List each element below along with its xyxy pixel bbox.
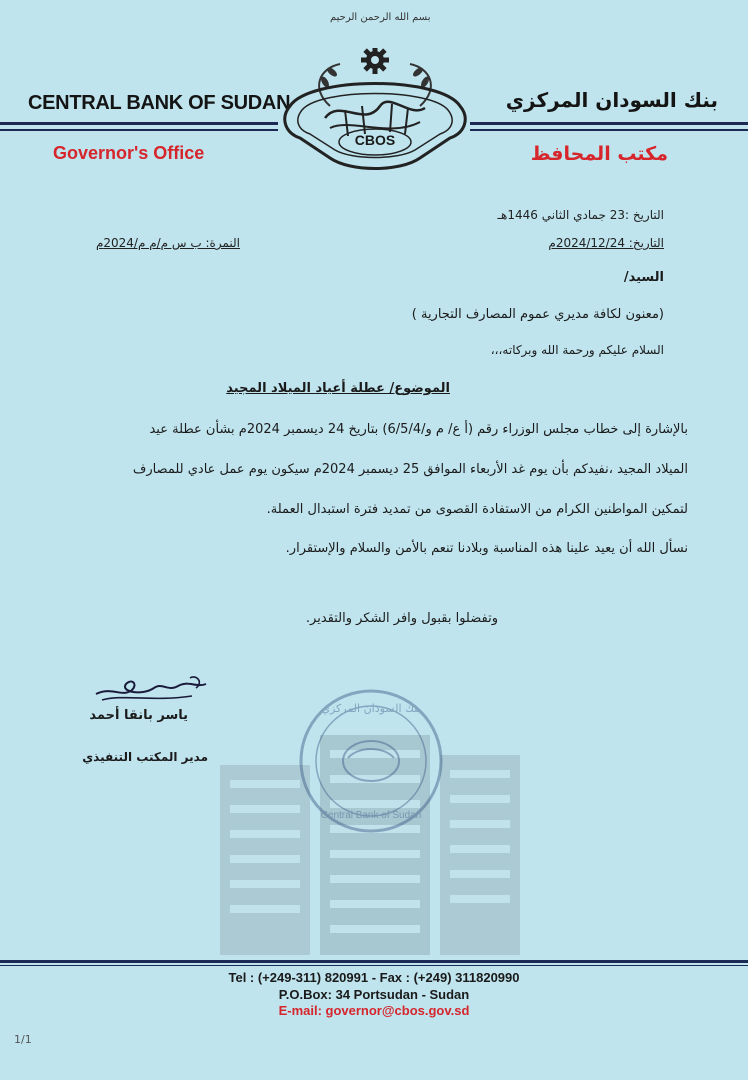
handwritten-signature-icon [92, 672, 212, 712]
bank-name-ar: بنك السودان المركزي [505, 88, 718, 112]
signatory-title: مدير المكتب التنفيذي [82, 750, 208, 764]
page-number: 1/1 [14, 1033, 32, 1046]
signatory-name: ياسر بانقا أحمد [89, 708, 188, 723]
footer-rule-2 [0, 965, 748, 966]
gregorian-date: التاريخ: 2024/12/24م [548, 236, 664, 250]
body-line-3: لتمكين المواطنين الكرام من الاستفادة القصوى من تمديد فترة استبدال العملة. [266, 502, 688, 517]
stamp-text-ar: بنك السودان المركزي [321, 702, 421, 715]
addressee: (معنون لكافة مديري عموم المصارف التجارية ) [411, 307, 664, 322]
closing-line: وتفضلوا بقبول وافر الشكر والتقدير. [305, 611, 498, 626]
prayer-line: نسأل الله أن يعيد علينا هذه المناسبة وبلادنا تنعم بالأمن والسلام والإستقرار. [285, 541, 688, 556]
footer-rule [0, 960, 748, 963]
cbos-logo-label: CBOS [354, 132, 396, 148]
official-stamp [296, 686, 446, 836]
hijri-date: التاريخ :23 جمادي الثاني 1446هـ [497, 208, 664, 222]
footer-email[interactable]: E-mail: governor@cbos.gov.sd [278, 1003, 470, 1018]
greeting: السلام عليكم ورحمة الله وبركاته،،، [490, 343, 664, 357]
basmala: بسم الله الرحمن الرحيم [330, 12, 431, 23]
header-rule-left [0, 122, 278, 125]
header-rule-right-2 [470, 129, 748, 131]
bank-name-en: CENTRAL BANK OF SUDAN [28, 92, 291, 114]
header-rule-right [470, 122, 748, 125]
governor-office-en: Governor's Office [53, 143, 205, 163]
body-line-2: الميلاد المجيد ،نفيدكم بأن يوم غد الأربعاء الموافق 25 ديسمبر 2024م سيكون يوم عمل عادي للمصارف [132, 462, 688, 477]
header-rule-left-2 [0, 129, 278, 131]
cbos-logo-icon [270, 48, 480, 178]
addressee-title: السيد/ [623, 270, 664, 285]
governor-office-ar: مكتب المحافظ [530, 143, 668, 165]
letter-subject: الموضوع/ عطلة أعياد الميلاد المجيد [226, 381, 450, 396]
stamp-text-en: Central Bank of Sudan [320, 810, 422, 821]
reference-number: النمرة: ب س م/م م/2024م [95, 236, 240, 250]
footer-address: P.O.Box: 34 Portsudan - Sudan [278, 987, 470, 1002]
footer-phone: Tel : (+249-311) 820991 - Fax : (+249) 311820990 [228, 970, 520, 985]
body-line-1: بالإشارة إلى خطاب مجلس الوزراء رقم (أ ع/ م و/6/5/4) بتاريخ 24 ديسمبر 2024م بشأن عطلة عيد [149, 422, 688, 437]
